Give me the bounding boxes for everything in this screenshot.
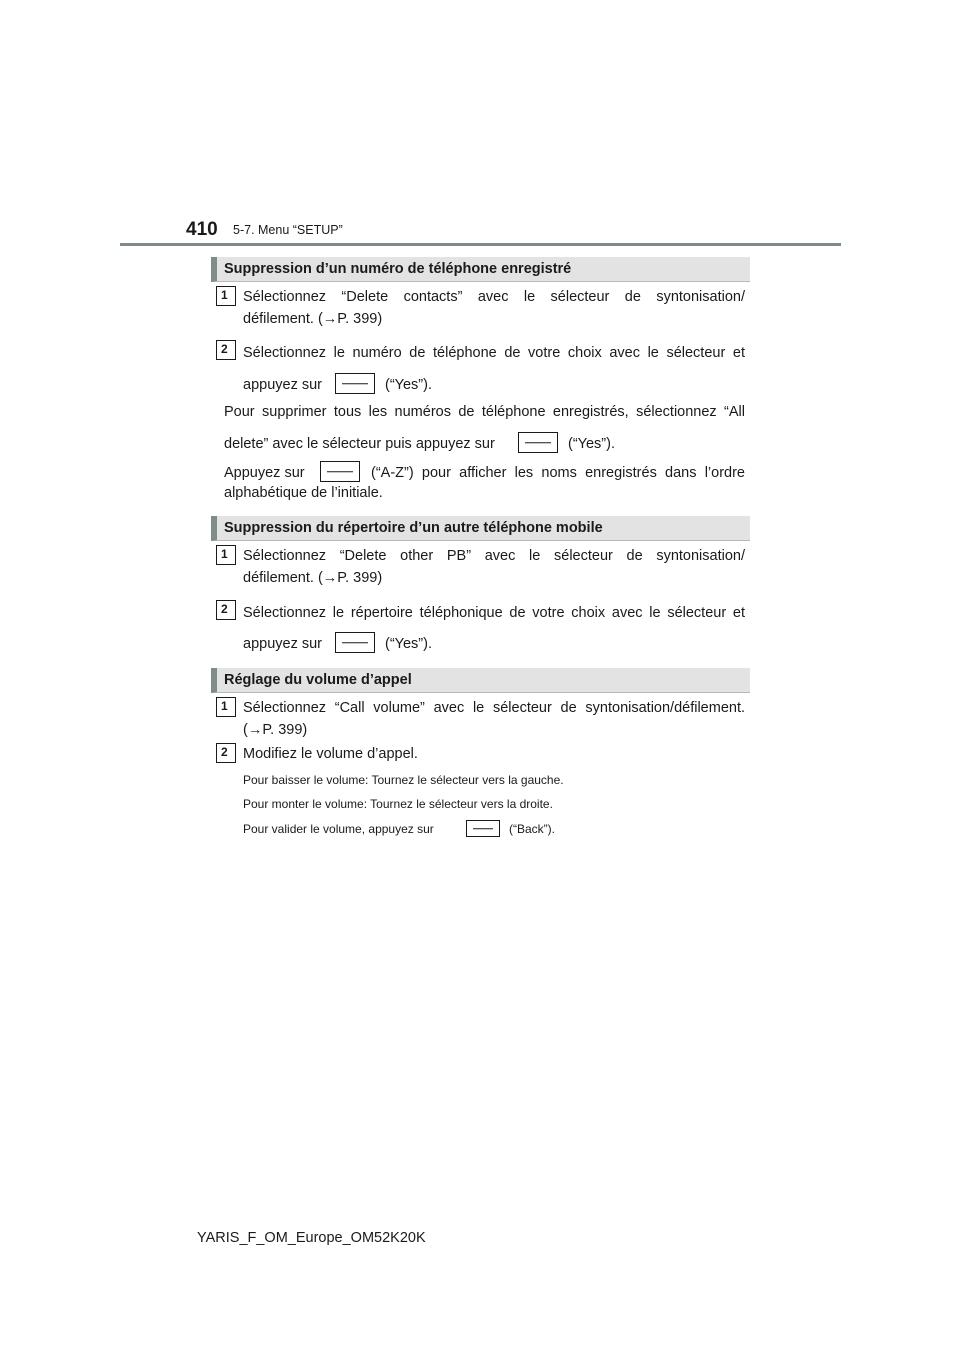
section-title: Suppression du répertoire d’un autre téléphone mobile (224, 520, 603, 536)
section-title: Réglage du volume d’appel (224, 672, 412, 688)
detail-text: Pour baisser le volume: Tournez le sélecteur vers la gauche. (243, 773, 564, 787)
step-text: Sélectionnez le numéro de téléphone de votre choix avec le sélecteur et (243, 345, 745, 361)
section-heading (211, 668, 750, 693)
step-text: (“Yes”). (385, 636, 432, 652)
step-number-box: 1 (216, 697, 236, 717)
step-text: Sélectionnez “Delete contacts” avec le sélecteur de syntonisation/ (243, 289, 745, 305)
steering-switch-button-icon (335, 373, 375, 394)
note-text: Appuyez sur (224, 465, 305, 481)
step-text: Modifiez le volume d’appel. (243, 746, 418, 762)
section-title: Suppression d’un numéro de téléphone enregistré (224, 261, 572, 277)
step-number-box: 1 (216, 286, 236, 306)
step-text: (“Yes”). (385, 377, 432, 393)
step-text: défilement. (→P. 399) (243, 311, 383, 327)
steering-switch-button-icon (518, 432, 558, 453)
step-text: Sélectionnez le répertoire téléphonique de votre choix avec le sélecteur et (243, 605, 745, 621)
note-text: (“Yes”). (568, 436, 615, 452)
document-id: YARIS_F_OM_Europe_OM52K20K (197, 1230, 426, 1246)
note-text: delete” avec le sélecteur puis appuyez sur (224, 436, 495, 452)
step-number-box: 2 (216, 743, 236, 763)
steering-switch-button-icon (335, 632, 375, 653)
step-text: Sélectionnez “Delete other PB” avec le sélecteur de syntonisation/ (243, 548, 745, 564)
note-text: alphabétique de l’initiale. (224, 485, 383, 501)
step-text: Sélectionnez “Call volume” avec le sélecteur de syntonisation/défilement. (243, 700, 745, 716)
chapter-title: 5-7. Menu “SETUP” (233, 223, 343, 237)
detail-text: Pour valider le volume, appuyez sur (243, 822, 434, 836)
step-text: (→P. 399) (243, 722, 308, 738)
step-text: appuyez sur (243, 377, 322, 393)
header-rule (120, 243, 841, 246)
step-number-box: 2 (216, 600, 236, 620)
step-text: appuyez sur (243, 636, 322, 652)
step-number-box: 2 (216, 340, 236, 360)
page-number: 410 (186, 219, 218, 240)
detail-text: (“Back”). (509, 822, 555, 836)
detail-text: Pour monter le volume: Tournez le sélecteur vers la droite. (243, 797, 553, 811)
step-number-box: 1 (216, 545, 236, 565)
steering-switch-button-icon (466, 820, 500, 837)
section-heading (211, 257, 750, 282)
steering-switch-button-icon (320, 461, 360, 482)
note-text: (“A-Z”) pour afficher les noms enregistrés dans l’ordre (371, 465, 745, 481)
step-text: défilement. (→P. 399) (243, 570, 383, 586)
note-text: Pour supprimer tous les numéros de téléphone enregistrés, sélectionnez “All (224, 404, 745, 420)
section-heading (211, 516, 750, 541)
